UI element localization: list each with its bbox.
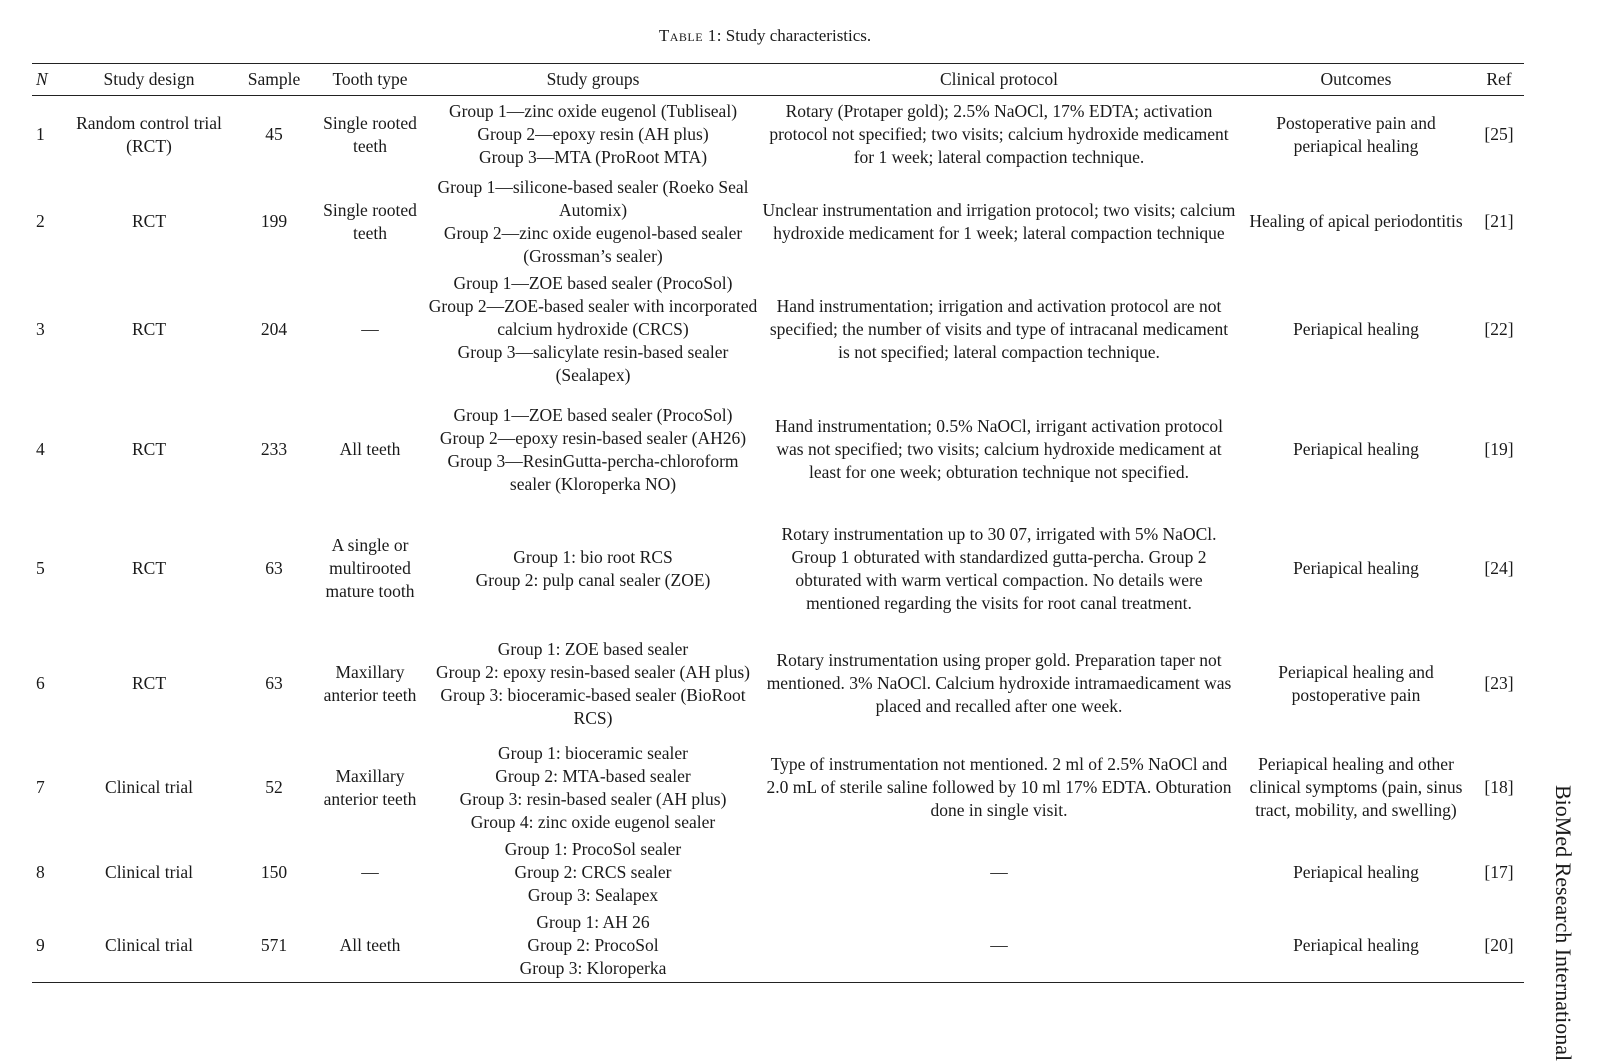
study-group-item: Group 1—silicone-based sealer (Roeko Seal Automix)	[437, 176, 749, 220]
study-characteristics-table	[32, 63, 1524, 983]
study-groups-cell	[426, 96, 760, 174]
tooth-type-cell: A single or multirooted mature tooth	[325, 535, 415, 601]
sample-cell: 199	[260, 211, 288, 231]
tooth-type-cell: —	[361, 319, 379, 339]
study-group-item: Group 2—zinc oxide eugenol-based sealer (Grossman’s sealer)	[443, 222, 743, 266]
outcomes-cell: Periapical healing	[1293, 861, 1419, 882]
sample-cell: 63	[265, 673, 283, 693]
sample-cell: 63	[265, 558, 283, 578]
outcomes-cell: Periapical healing and postoperative pain	[1278, 661, 1434, 705]
outcomes-cell: Periapical healing	[1293, 934, 1419, 955]
tooth-type-cell: Single rooted teeth	[323, 112, 417, 156]
header-n: N	[36, 69, 48, 89]
study-groups-cell	[426, 836, 760, 909]
tooth-type-cell: All teeth	[339, 934, 401, 955]
clinical-protocol-cell: Rotary instrumentation up to 30 07, irrigated with 5% NaOCl. Group 1 obturated with standardized gutta-percha. Group 2 obturated with warm vertical compaction. No details were mentioned regarding the visits for root canal treatment.	[781, 523, 1217, 613]
study-design-cell: Clinical trial	[105, 861, 193, 882]
study-groups-cell	[426, 390, 760, 510]
study-design-cell: RCT	[131, 673, 167, 693]
study-group-item: Group 4: zinc oxide eugenol sealer	[470, 811, 716, 832]
caption-text: : Study characteristics.	[716, 26, 872, 45]
header-study-design: Study design	[103, 69, 195, 89]
study-design-cell: RCT	[131, 439, 167, 459]
sample-cell: 52	[265, 777, 283, 797]
sample-cell: 233	[260, 439, 288, 459]
table-row	[32, 836, 1524, 909]
study-group-item: Group 3: resin-based sealer (AH plus)	[459, 788, 727, 809]
table-row	[32, 628, 1524, 740]
table-row	[32, 390, 1524, 510]
row-number: 2	[36, 211, 45, 231]
outcomes-cell: Periapical healing	[1293, 558, 1419, 578]
study-group-item: Group 2: epoxy resin-based sealer (AH plus)	[436, 661, 750, 682]
ref-cell: [17]	[1484, 861, 1514, 882]
row-number: 3	[36, 319, 45, 339]
header-outcomes: Outcomes	[1320, 69, 1392, 89]
row-number: 8	[36, 861, 45, 882]
ref-cell: [19]	[1484, 439, 1514, 459]
header-sample: Sample	[247, 69, 301, 89]
study-design-cell: Random control trial (RCT)	[76, 112, 222, 156]
study-design-cell: Clinical trial	[105, 777, 193, 797]
tooth-type-cell: Single rooted teeth	[323, 199, 417, 243]
tooth-type-cell: Maxillary anterior teeth	[323, 765, 417, 809]
study-group-item: Group 1: ProcoSol sealer	[504, 838, 682, 859]
ref-cell: [25]	[1484, 124, 1514, 145]
study-groups-cell	[426, 510, 760, 628]
study-groups-cell	[426, 174, 760, 270]
study-design-cell: RCT	[131, 558, 167, 578]
study-group-item: Group 3: Kloroperka	[519, 957, 667, 978]
study-group-item: Group 1—ZOE based sealer (ProcoSol)	[453, 404, 733, 425]
study-group-item: Group 2: CRCS sealer	[514, 861, 672, 882]
study-group-item: Group 2—epoxy resin-based sealer (AH26)	[439, 427, 747, 448]
row-number: 6	[36, 673, 45, 693]
table-row	[32, 740, 1524, 836]
study-group-item: Group 3—ResinGutta-percha-chloroform sealer (Kloroperka NO)	[447, 450, 739, 494]
outcomes-cell: Periapical healing and other clinical symptoms (pain, sinus tract, mobility, and swelling)	[1249, 754, 1463, 820]
study-group-item: Group 3—salicylate resin-based sealer (Sealapex)	[457, 342, 729, 385]
row-number: 4	[36, 439, 45, 459]
clinical-protocol-cell: Hand instrumentation; irrigation and activation protocol are not specified; the number of visits and type of intracanal medicament is not specified; lateral compaction technique.	[769, 296, 1229, 362]
clinical-protocol-cell: —	[990, 861, 1008, 882]
clinical-protocol-cell: Unclear instrumentation and irrigation protocol; two visits; calcium hydroxide medicament for 1 week; lateral compaction technique	[762, 199, 1236, 243]
study-design-cell: Clinical trial	[105, 934, 193, 955]
row-number: 5	[36, 558, 45, 578]
study-group-item: Group 2: pulp canal sealer (ZOE)	[475, 569, 711, 590]
table-row	[32, 510, 1524, 628]
study-group-item: Group 1: AH 26	[536, 911, 650, 932]
study-group-item: Group 2: MTA-based sealer	[495, 765, 691, 786]
clinical-protocol-cell: Type of instrumentation not mentioned. 2 ml of 2.5% NaOCl and 2.0 mL of sterile saline followed by 10 ml 17% EDTA. Obturation done in single visit.	[766, 754, 1232, 820]
sample-cell: 150	[260, 861, 288, 882]
study-groups-cell	[426, 628, 760, 740]
ref-cell: [21]	[1484, 211, 1514, 231]
table-caption	[0, 26, 1530, 46]
study-groups-cell	[426, 909, 760, 983]
header-row	[32, 64, 1524, 96]
clinical-protocol-cell: Hand instrumentation; 0.5% NaOCl, irrigant activation protocol was not specified; two visits; calcium hydroxide medicament at least for one week; obturation technique not specified.	[774, 416, 1224, 482]
sample-cell: 204	[260, 319, 288, 339]
ref-cell: [24]	[1484, 558, 1514, 578]
header-tooth-type: Tooth type	[332, 69, 408, 89]
clinical-protocol-cell: —	[990, 934, 1008, 955]
table-row	[32, 96, 1524, 174]
caption-label: Table 1	[658, 26, 717, 45]
ref-cell: [18]	[1484, 777, 1514, 797]
study-group-item: Group 3—MTA (ProRoot MTA)	[478, 147, 708, 168]
sample-cell: 571	[260, 934, 288, 955]
header-clinical-protocol: Clinical protocol	[939, 69, 1059, 89]
study-group-item: Group 2—epoxy resin (AH plus)	[477, 124, 709, 145]
journal-name: BioMed Research International	[1551, 785, 1576, 1061]
row-number: 9	[36, 934, 45, 955]
tooth-type-cell: All teeth	[339, 439, 401, 459]
study-group-item: Group 1—zinc oxide eugenol (Tubliseal)	[448, 101, 738, 122]
study-group-item: Group 2—ZOE-based sealer with incorporated calcium hydroxide (CRCS)	[428, 296, 758, 339]
tooth-type-cell: Maxillary anterior teeth	[323, 661, 417, 705]
table-body	[32, 96, 1524, 983]
table-row	[32, 909, 1524, 983]
study-groups-cell	[426, 740, 760, 836]
row-number: 1	[36, 124, 45, 145]
study-group-item: Group 1—ZOE based sealer (ProcoSol)	[453, 273, 733, 293]
table-row	[32, 174, 1524, 270]
study-groups-cell	[426, 270, 760, 390]
study-design-cell: RCT	[131, 211, 167, 231]
header-study-groups: Study groups	[546, 69, 640, 89]
study-group-item: Group 3: Sealapex	[527, 884, 659, 905]
tooth-type-cell: —	[361, 861, 379, 882]
study-design-cell: RCT	[131, 319, 167, 339]
table-row	[32, 270, 1524, 390]
study-group-item: Group 1: bioceramic sealer	[498, 742, 688, 763]
outcomes-cell: Healing of apical periodontitis	[1249, 211, 1463, 231]
ref-cell: [22]	[1484, 319, 1514, 339]
outcomes-cell: Periapical healing	[1293, 319, 1419, 339]
sample-cell: 45	[265, 124, 283, 145]
ref-cell: [20]	[1484, 934, 1514, 955]
header-ref: Ref	[1486, 69, 1512, 89]
row-number: 7	[36, 777, 45, 797]
study-group-item: Group 3: bioceramic-based sealer (BioRoot RCS)	[440, 684, 746, 728]
outcomes-cell: Periapical healing	[1293, 439, 1419, 459]
study-group-item: Group 1: bio root RCS	[513, 546, 673, 567]
study-group-item: Group 2: ProcoSol	[527, 934, 659, 955]
clinical-protocol-cell: Rotary (Protaper gold); 2.5% NaOCl, 17% EDTA; activation protocol not specified; two visits; calcium hydroxide medicament for 1 week; lateral compaction technique.	[769, 101, 1229, 168]
study-group-item: Group 1: ZOE based sealer	[497, 638, 689, 659]
clinical-protocol-cell: Rotary instrumentation using proper gold. Preparation taper not mentioned. 3% NaOCl. Calcium hydroxide intramaedicament was placed and recalled after one week.	[766, 650, 1232, 716]
outcomes-cell: Postoperative pain and periapical healing	[1276, 112, 1436, 156]
ref-cell: [23]	[1484, 673, 1514, 693]
